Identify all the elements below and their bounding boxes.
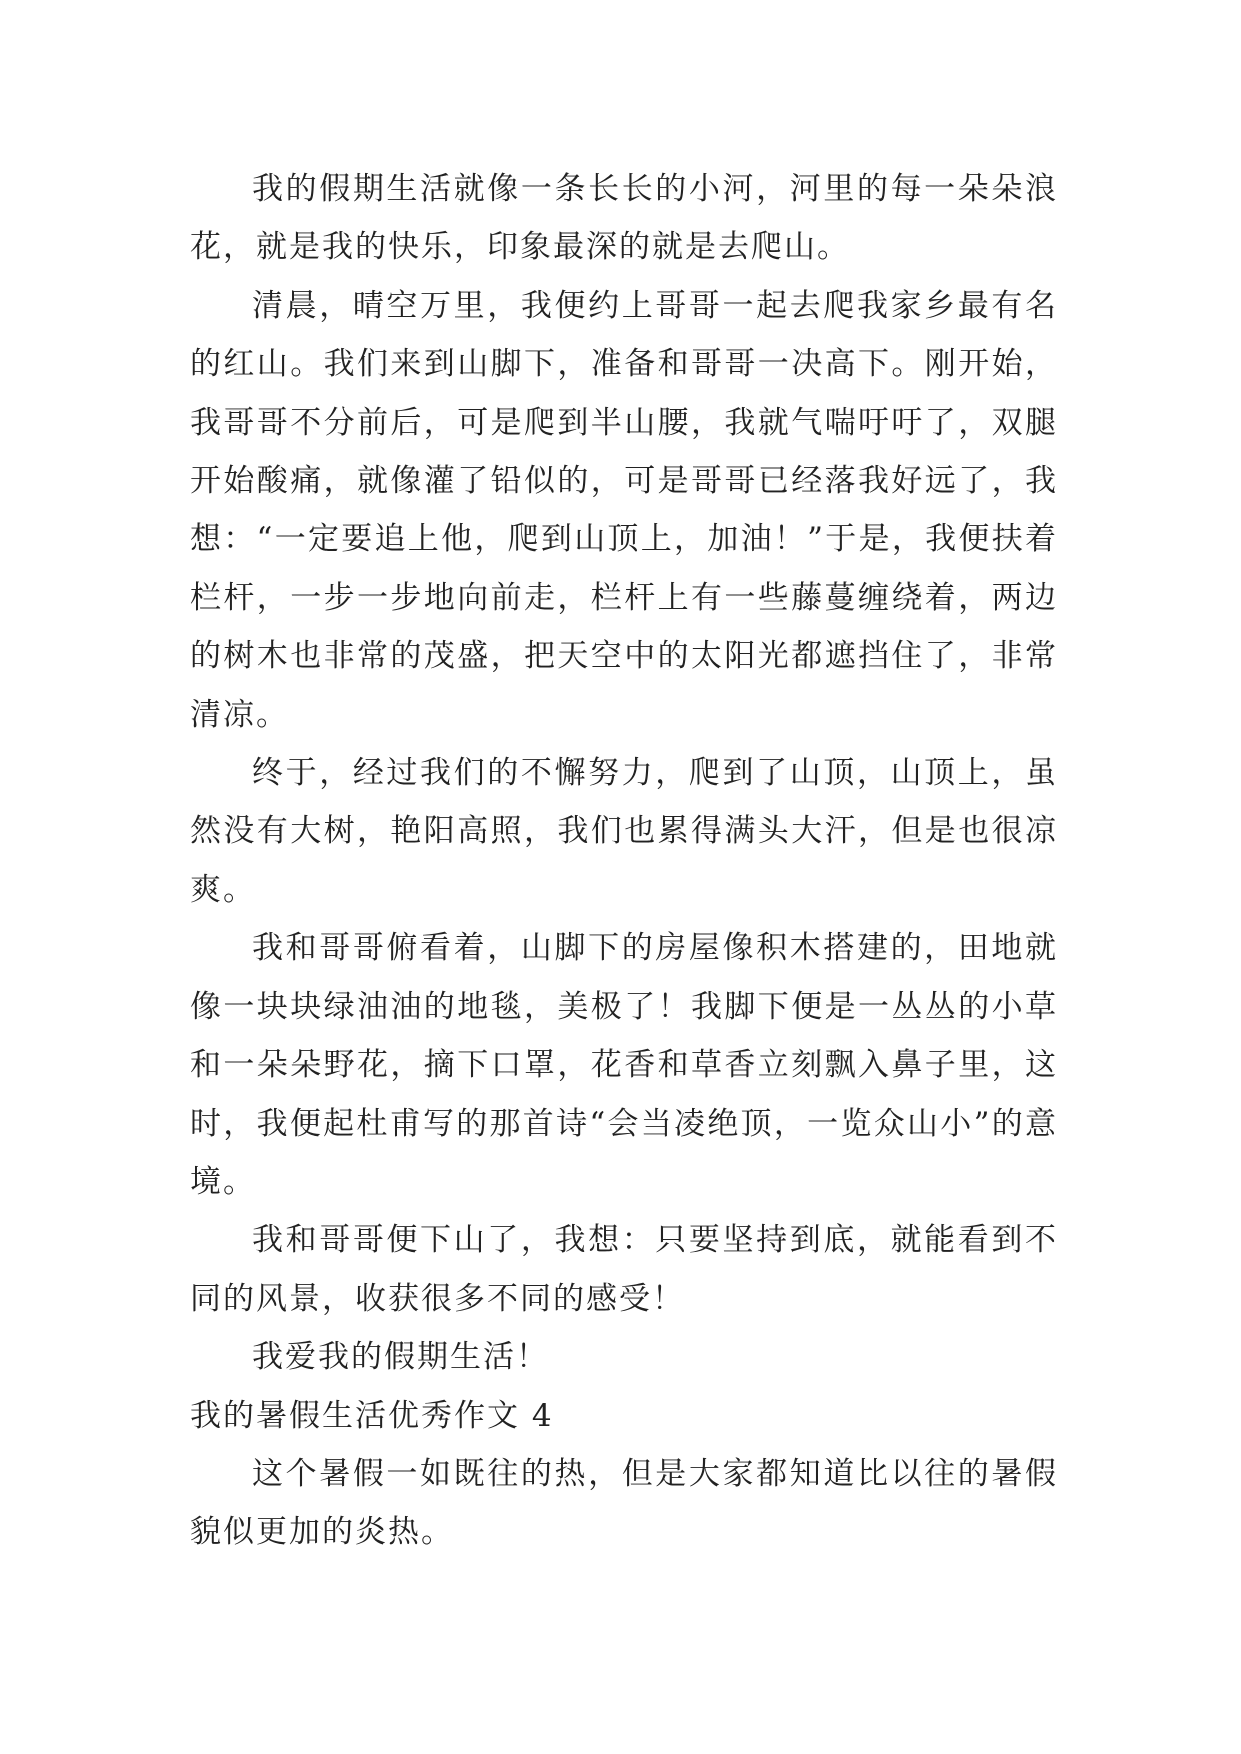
document-body: [190, 160, 1058, 1562]
paragraph: 我和哥哥便下山了，我想：只要坚持到底，就能看到不同的风景，收获很多不同的感受！: [190, 1222, 1058, 1317]
paragraph: 这个暑假一如既往的热，但是大家都知道比以往的暑假貌似更加的炎热。: [190, 1455, 1058, 1551]
paragraph: 终于，经过我们的不懈努力，爬到了山顶，山顶上，虽然没有大树，艳阳高照，我们也累得满头大汗，但是也很凉爽。: [190, 755, 1058, 908]
section-title: 我的暑假生活优秀作文 4: [190, 1397, 554, 1434]
paragraph: 我的假期生活就像一条长长的小河，河里的每一朵朵浪花，就是我的快乐，印象最深的就是去爬山。: [190, 171, 1058, 266]
paragraph: 我和哥哥俯看着，山脚下的房屋像积木搭建的，田地就像一块块绿油油的地毯，美极了！我脚下便是一丛丛的小草和一朵朵野花，摘下口罩，花香和草香立刻飘入鼻子里，这时，我便起杜甫写的那首诗“会当凌绝顶，一览众山小”的意境。: [190, 930, 1058, 1200]
paragraph: 清晨，晴空万里，我便约上哥哥一起去爬我家乡最有名的红山。我们来到山脚下，准备和哥哥一决高下。刚开始，我哥哥不分前后，可是爬到半山腰，我就气喘吁吁了，双腿开始酸痛，就像灌了铅似的，可是哥哥已经落我好远了，我想：“一定要追上他，爬到山顶上，加油！”于是，我便扶着栏杆，一步一步地向前走，栏杆上有一些藤蔓缠绕着，两边的树木也非常的茂盛，把天空中的太阳光都遮挡住了，非常清凉。: [190, 287, 1058, 733]
paragraph: 我爱我的假期生活！: [252, 1339, 549, 1376]
